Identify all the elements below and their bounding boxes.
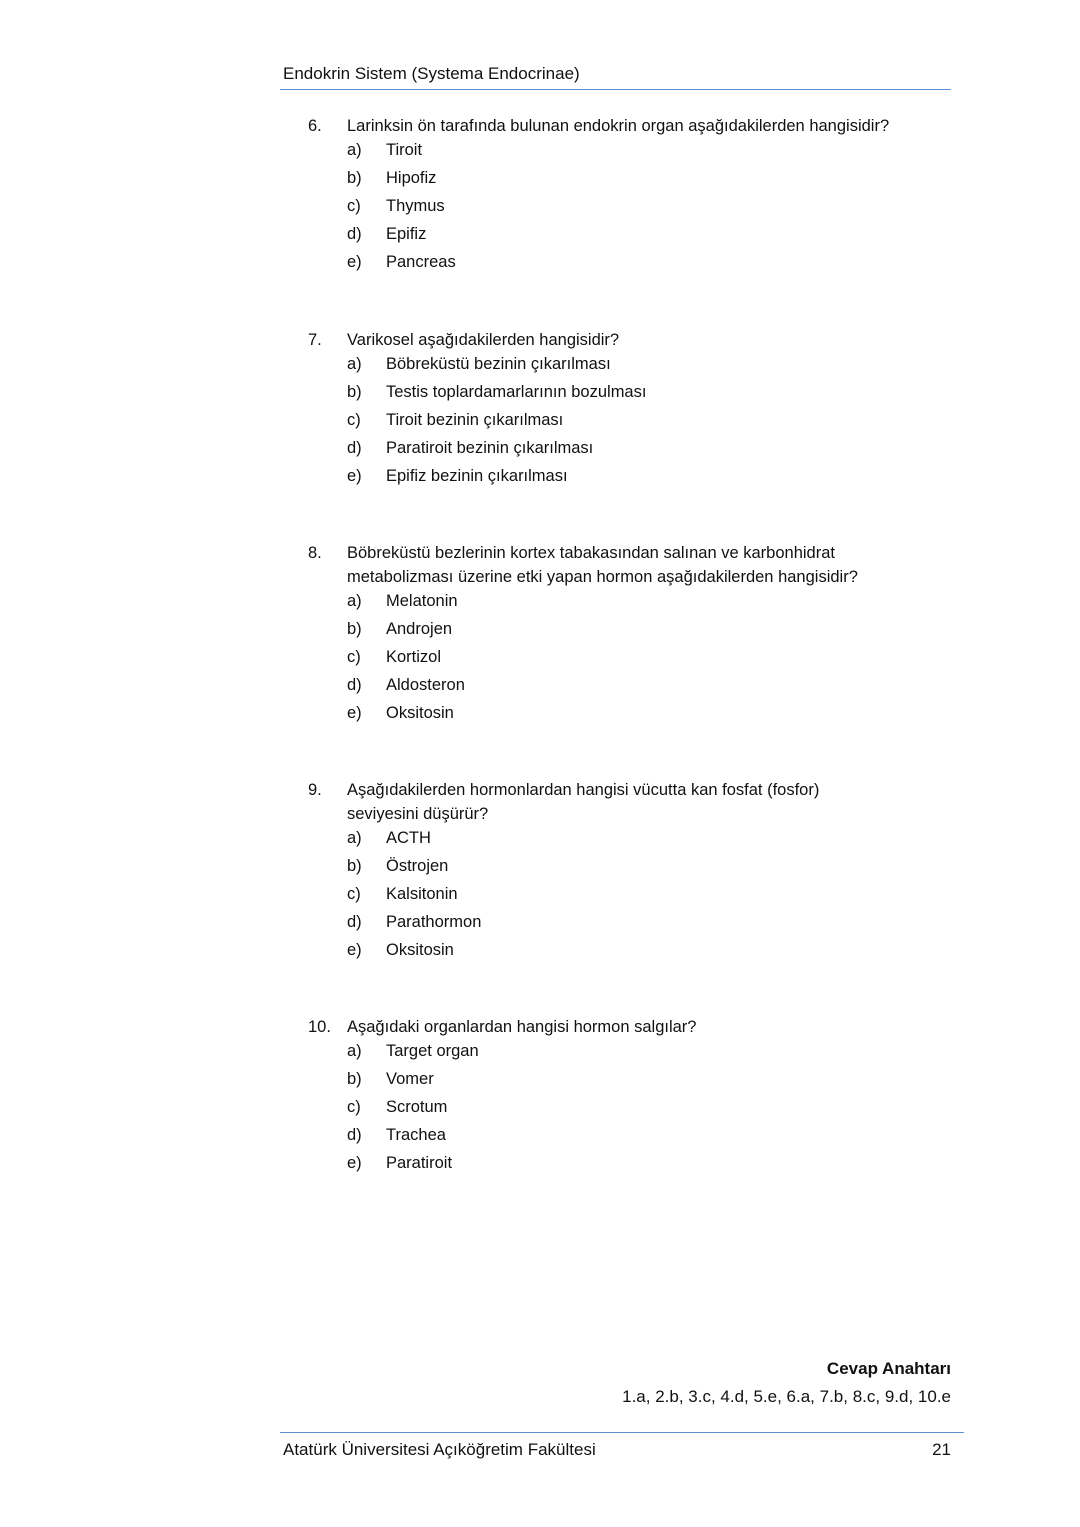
option-letter: e) — [347, 467, 362, 485]
option-item — [347, 936, 958, 964]
option-text: Kalsitonin — [386, 885, 458, 903]
option-text: Oksitosin — [386, 704, 454, 722]
option-letter: b) — [347, 620, 362, 638]
option-letter: d) — [347, 913, 362, 931]
question-number: 8. — [308, 544, 322, 562]
question-number: 10. — [308, 1018, 331, 1036]
option-item — [347, 587, 958, 615]
option-text: Trachea — [386, 1126, 446, 1144]
question-number: 9. — [308, 781, 322, 799]
question-7 — [308, 328, 958, 490]
option-text: Parathormon — [386, 913, 482, 931]
question-stem: Aşağıdaki organlardan hangisi hormon salgılar? — [347, 1018, 697, 1036]
option-text: Böbreküstü bezinin çıkarılması — [386, 355, 611, 373]
option-text: Tiroit — [386, 141, 423, 159]
option-letter: c) — [347, 411, 361, 429]
option-letter: b) — [347, 1070, 362, 1088]
option-list — [347, 136, 958, 276]
option-item — [347, 164, 958, 192]
option-item — [347, 671, 958, 699]
option-text: Paratiroit bezinin çıkarılması — [386, 439, 594, 457]
option-text: Melatonin — [386, 592, 458, 610]
answer-key-title: Cevap Anahtarı — [826, 1359, 951, 1378]
option-text: Aldosteron — [386, 676, 465, 694]
question-stem: metabolizması üzerine etki yapan hormon aşağıdakilerden hangisidir? — [347, 568, 858, 586]
option-item — [347, 1121, 958, 1149]
option-item — [347, 1065, 958, 1093]
option-item — [347, 699, 958, 727]
option-letter: b) — [347, 169, 362, 187]
option-text: Oksitosin — [386, 941, 454, 959]
option-letter: d) — [347, 439, 362, 457]
option-text: Vomer — [386, 1070, 434, 1088]
question-stem: seviyesini düşürür? — [347, 805, 489, 823]
option-item — [347, 1093, 958, 1121]
page-number: 21 — [932, 1440, 951, 1459]
question-6 — [308, 114, 958, 276]
option-letter: c) — [347, 197, 361, 215]
option-text: Testis toplardamarlarının bozulması — [386, 383, 647, 401]
option-letter: b) — [347, 857, 362, 875]
header-rule — [280, 89, 951, 90]
answer-key-values: 1.a, 2.b, 3.c, 4.d, 5.e, 6.a, 7.b, 8.c, 9.d, 10.e — [622, 1387, 951, 1406]
option-letter: e) — [347, 1154, 362, 1172]
footer-institution: Atatürk Üniversitesi Açıköğretim Fakültesi — [283, 1440, 596, 1459]
option-text: Androjen — [386, 620, 453, 638]
option-item — [347, 880, 958, 908]
option-item — [347, 406, 958, 434]
option-letter: e) — [347, 253, 362, 271]
question-stem: Varikosel aşağıdakilerden hangisidir? — [347, 331, 620, 349]
option-text: Tiroit bezinin çıkarılması — [386, 411, 564, 429]
option-letter: d) — [347, 676, 362, 694]
option-item — [347, 908, 958, 936]
footer-rule — [280, 1432, 964, 1433]
option-list — [347, 350, 958, 490]
option-text: Östrojen — [386, 857, 449, 875]
option-item — [347, 378, 958, 406]
option-letter: a) — [347, 141, 362, 159]
question-stem: Aşağıdakilerden hormonlardan hangisi vücutta kan fosfat (fosfor) — [347, 781, 820, 799]
question-number: 7. — [308, 331, 322, 349]
question-number — [308, 565, 347, 589]
option-list — [347, 1037, 958, 1177]
option-letter: e) — [347, 704, 362, 722]
option-letter: d) — [347, 225, 362, 243]
question-10 — [308, 1015, 958, 1177]
option-text: Thymus — [386, 197, 445, 215]
option-letter: c) — [347, 885, 361, 903]
option-item — [347, 852, 958, 880]
question-9 — [308, 778, 958, 964]
question-8 — [308, 541, 958, 727]
option-list — [347, 824, 958, 964]
option-item — [347, 824, 958, 852]
option-item — [347, 248, 958, 276]
option-item — [347, 1149, 958, 1177]
running-header: Endokrin Sistem (Systema Endocrinae) — [283, 64, 580, 83]
option-letter: e) — [347, 941, 362, 959]
option-item — [347, 220, 958, 248]
option-item — [347, 192, 958, 220]
question-stem: Larinksin ön tarafında bulunan endokrin organ aşağıdakilerden hangisidir? — [347, 117, 890, 135]
option-letter: b) — [347, 383, 362, 401]
option-letter: a) — [347, 829, 362, 847]
question-stem: Böbreküstü bezlerinin kortex tabakasından salınan ve karbonhidrat — [347, 544, 835, 562]
option-text: ACTH — [386, 829, 431, 847]
option-item — [347, 643, 958, 671]
option-item — [347, 615, 958, 643]
option-text: Pancreas — [386, 253, 456, 271]
option-text: Scrotum — [386, 1098, 448, 1116]
option-item — [347, 434, 958, 462]
option-item — [347, 136, 958, 164]
option-letter: c) — [347, 1098, 361, 1116]
option-item — [347, 350, 958, 378]
question-number: 6. — [308, 117, 322, 135]
option-letter: a) — [347, 592, 362, 610]
option-text: Kortizol — [386, 648, 442, 666]
option-list — [347, 587, 958, 727]
option-text: Epifiz bezinin çıkarılması — [386, 467, 568, 485]
option-item — [347, 1037, 958, 1065]
option-letter: a) — [347, 1042, 362, 1060]
option-text: Target organ — [386, 1042, 479, 1060]
option-letter: d) — [347, 1126, 362, 1144]
option-text: Paratiroit — [386, 1154, 453, 1172]
option-item — [347, 462, 958, 490]
option-letter: a) — [347, 355, 362, 373]
question-number — [308, 802, 347, 826]
option-text: Epifiz — [386, 225, 427, 243]
option-letter: c) — [347, 648, 361, 666]
option-text: Hipofiz — [386, 169, 437, 187]
